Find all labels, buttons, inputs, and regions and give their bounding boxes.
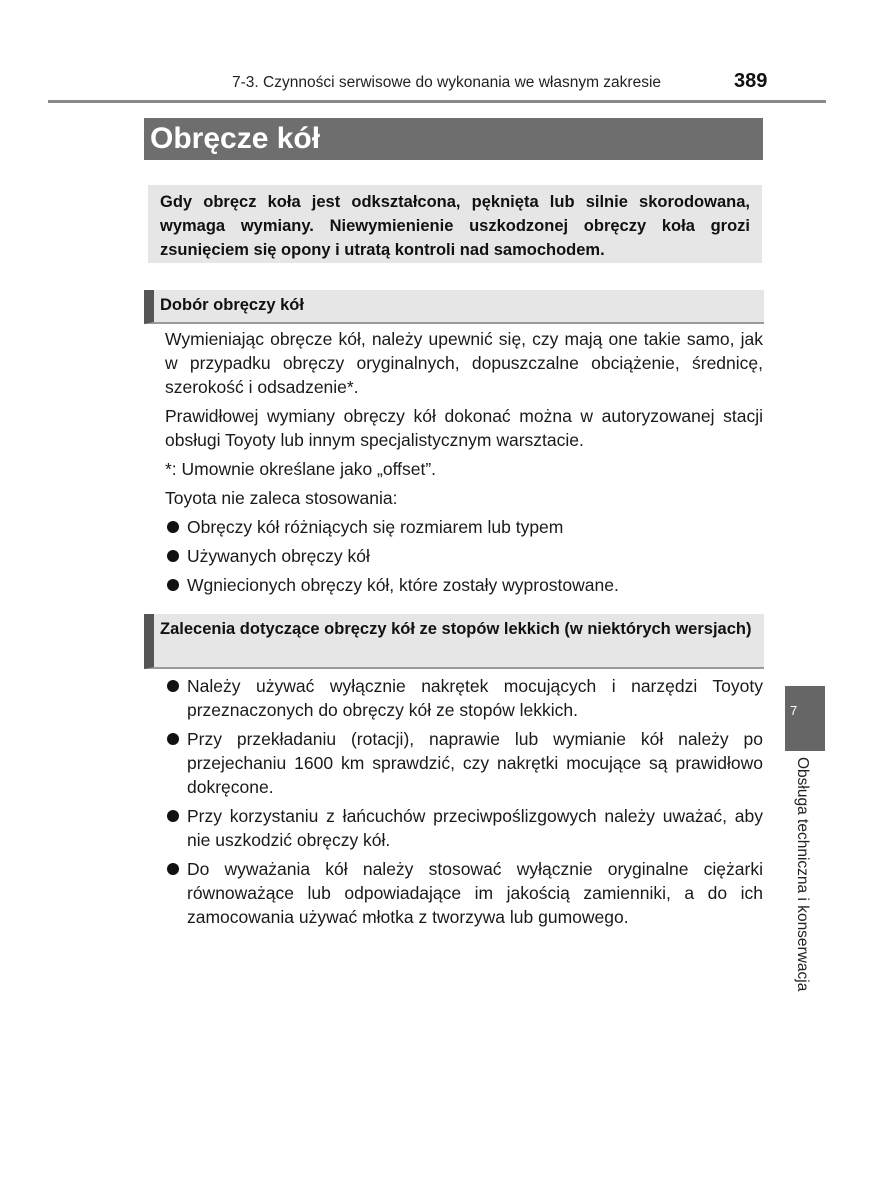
chapter-tab	[785, 686, 825, 751]
paragraph: Wymieniając obręcze kół, należy upewnić się, czy mają one takie samo, jak w przypadku obręczy oryginalnych, dopuszczalne obciążenie, średnicę, szerokość i odsadzenie*.	[165, 329, 763, 397]
header-rule	[48, 100, 826, 103]
bullet-icon	[167, 550, 179, 562]
list-item-text: Do wyważania kół należy stosować wyłącznie oryginalne ciężarki równoważące lub odpowiadające im jakością zamienniki, a do ich zamocowania używać młotka z tworzywa lub gumowego.	[187, 859, 763, 927]
list-item	[165, 727, 763, 799]
section-body-alloy-wheels	[165, 674, 763, 934]
section-body-wheel-selection	[165, 327, 763, 602]
bullet-icon	[167, 733, 179, 745]
list-item-text: Należy używać wyłącznie nakrętek mocujących i narzędzi Toyoty przeznaczonych do obręczy kół ze stopów lekkich.	[187, 676, 763, 720]
list-item-text: Obręczy kół różniących się rozmiarem lub typem	[187, 517, 564, 537]
chapter-number: 7	[790, 703, 798, 718]
bullet-icon	[167, 680, 179, 692]
bullet-icon	[167, 863, 179, 875]
list-item	[165, 857, 763, 929]
list-item-text: Przy przekładaniu (rotacji), naprawie lub wymianie kół należy po przejechaniu 1600 km sprawdzić, czy nakrętki mocujące są prawidłowo dokręcone.	[187, 729, 763, 797]
list-item	[165, 573, 763, 597]
list-item	[165, 674, 763, 722]
list-item-text: Przy korzystaniu z łańcuchów przeciwpoślizgowych należy uważać, aby nie uszkodzić obręczy kół.	[187, 806, 763, 850]
bullet-list	[165, 515, 763, 597]
warning-box: Gdy obręcz koła jest odkształcona, pęknięta lub silnie skorodowana, wymaga wymiany. Niewymienienie uszkodzonej obręczy koła grozi zsunięciem się opony i utratą kontroli nad samochodem.	[148, 185, 762, 263]
section-heading-alloy-wheels: Zalecenia dotyczące obręczy kół ze stopów lekkich (w niektórych wersjach)	[144, 614, 764, 669]
page-title: Obręcze kół	[144, 118, 763, 160]
list-item	[165, 544, 763, 568]
bullet-icon	[167, 579, 179, 591]
page-number: 389	[734, 70, 768, 92]
list-item-text: Używanych obręczy kół	[187, 546, 370, 566]
list-item	[165, 515, 763, 539]
list-item	[165, 804, 763, 852]
running-head: 7-3. Czynności serwisowe do wykonania we własnym zakresie	[232, 74, 662, 91]
section-heading-wheel-selection: Dobór obręczy kół	[144, 290, 764, 324]
paragraph: Toyota nie zaleca stosowania:	[165, 488, 398, 508]
bullet-icon	[167, 521, 179, 533]
paragraph: Prawidłowej wymiany obręczy kół dokonać można w autoryzowanej stacji obsługi Toyoty lub innym specjalistycznym warsztacie.	[165, 406, 763, 450]
footnote: *: Umownie określane jako „offset”.	[165, 459, 437, 479]
bullet-list	[165, 674, 763, 929]
list-item-text: Wgniecionych obręczy kół, które zostały wyprostowane.	[187, 575, 619, 595]
chapter-title: Obsługa techniczna i konserwacja	[794, 757, 811, 992]
bullet-icon	[167, 810, 179, 822]
